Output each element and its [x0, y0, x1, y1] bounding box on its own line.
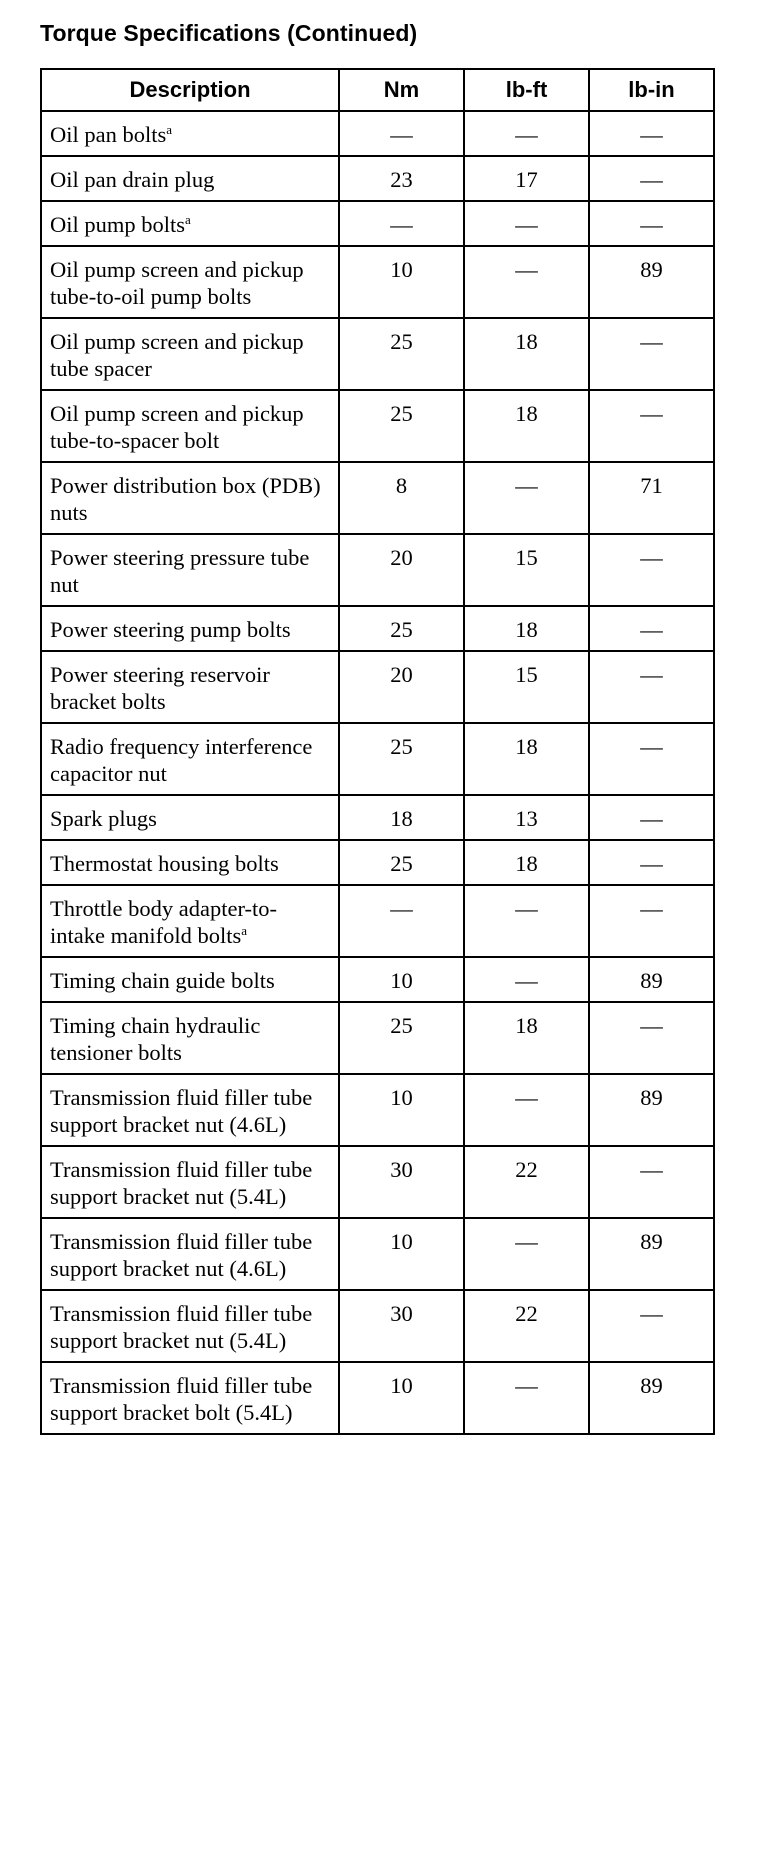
table-row	[41, 957, 714, 1002]
cell-nm: 23	[339, 156, 464, 201]
cell-nm: 20	[339, 534, 464, 606]
page-title: Torque Specifications (Continued)	[40, 20, 418, 46]
table-row	[41, 156, 714, 201]
cell-description	[41, 1002, 339, 1074]
cell-nm: 25	[339, 606, 464, 651]
cell-nm: 30	[339, 1290, 464, 1362]
cell-nm: 25	[339, 840, 464, 885]
cell-description	[41, 723, 339, 795]
cell-lbin: —	[589, 1290, 714, 1362]
cell-nm: 10	[339, 1362, 464, 1434]
cell-lbin: 89	[589, 246, 714, 318]
cell-lbin: —	[589, 201, 714, 246]
cell-lbin: —	[589, 1002, 714, 1074]
cell-lbft: 17	[464, 156, 589, 201]
cell-description	[41, 246, 339, 318]
cell-lbft: —	[464, 1362, 589, 1434]
cell-lbft: 18	[464, 318, 589, 390]
description-text: Oil pump screen and pickup tube spacer	[50, 329, 304, 381]
cell-lbin: —	[589, 840, 714, 885]
description-text: Thermostat housing bolts	[50, 851, 279, 876]
cell-lbft: 22	[464, 1290, 589, 1362]
cell-lbin: —	[589, 1146, 714, 1218]
description-text: Timing chain hydraulic tensioner bolts	[50, 1013, 261, 1065]
cell-description	[41, 534, 339, 606]
table-row	[41, 246, 714, 318]
cell-lbft: —	[464, 111, 589, 156]
footnote-marker: a	[166, 122, 173, 137]
cell-lbft: 15	[464, 534, 589, 606]
description-text: Radio frequency interference capacitor nut	[50, 734, 313, 786]
table-row	[41, 795, 714, 840]
cell-lbin: 89	[589, 1074, 714, 1146]
description-text: Oil pump screen and pickup tube-to-spacer bolt	[50, 401, 304, 453]
cell-lbft: 18	[464, 606, 589, 651]
table-row	[41, 201, 714, 246]
header-description: Description	[41, 69, 339, 111]
cell-lbft: —	[464, 201, 589, 246]
description-text: Transmission fluid filler tube support bracket nut (4.6L)	[50, 1085, 313, 1137]
table-row	[41, 651, 714, 723]
table-row	[41, 534, 714, 606]
cell-lbft: —	[464, 957, 589, 1002]
cell-description	[41, 1146, 339, 1218]
cell-description	[41, 1290, 339, 1362]
cell-nm: 10	[339, 1218, 464, 1290]
cell-nm: 10	[339, 246, 464, 318]
cell-nm: —	[339, 111, 464, 156]
cell-lbin: —	[589, 111, 714, 156]
cell-nm: 25	[339, 390, 464, 462]
table-row	[41, 840, 714, 885]
cell-lbft: 13	[464, 795, 589, 840]
cell-lbin: —	[589, 534, 714, 606]
description-text: Transmission fluid filler tube support bracket nut (5.4L)	[50, 1157, 313, 1209]
cell-description	[41, 1218, 339, 1290]
header-nm: Nm	[339, 69, 464, 111]
cell-lbft: —	[464, 885, 589, 957]
cell-description	[41, 201, 339, 246]
description-text: Oil pump screen and pickup tube-to-oil pump bolts	[50, 257, 304, 309]
description-text: Oil pan bolts	[50, 122, 167, 147]
cell-nm: 20	[339, 651, 464, 723]
table-row	[41, 462, 714, 534]
description-text: Power steering pump bolts	[50, 617, 291, 642]
description-text: Transmission fluid filler tube support bracket bolt (5.4L)	[50, 1373, 313, 1425]
description-text: Spark plugs	[50, 806, 157, 831]
cell-nm: 10	[339, 1074, 464, 1146]
cell-nm: —	[339, 885, 464, 957]
cell-lbin: 89	[589, 957, 714, 1002]
cell-description	[41, 885, 339, 957]
table-row	[41, 111, 714, 156]
table-row	[41, 885, 714, 957]
description-text: Oil pump bolts	[50, 212, 186, 237]
cell-nm: —	[339, 201, 464, 246]
cell-lbin: 89	[589, 1362, 714, 1434]
cell-description	[41, 1074, 339, 1146]
description-text: Timing chain guide bolts	[50, 968, 275, 993]
cell-nm: 25	[339, 1002, 464, 1074]
cell-lbft: —	[464, 246, 589, 318]
cell-lbft: —	[464, 1074, 589, 1146]
cell-description	[41, 111, 339, 156]
description-text: Oil pan drain plug	[50, 167, 215, 192]
cell-lbin: —	[589, 723, 714, 795]
description-text: Transmission fluid filler tube support bracket nut (5.4L)	[50, 1301, 313, 1353]
cell-nm: 25	[339, 723, 464, 795]
cell-lbin: 71	[589, 462, 714, 534]
cell-lbft: —	[464, 1218, 589, 1290]
table-body	[41, 111, 714, 1434]
cell-nm: 10	[339, 957, 464, 1002]
cell-description	[41, 606, 339, 651]
header-lbin: lb-in	[589, 69, 714, 111]
cell-lbin: —	[589, 606, 714, 651]
cell-lbin: 89	[589, 1218, 714, 1290]
table-row	[41, 1290, 714, 1362]
table-row	[41, 723, 714, 795]
table-row	[41, 390, 714, 462]
table-row	[41, 1146, 714, 1218]
cell-lbin: —	[589, 156, 714, 201]
cell-lbft: 22	[464, 1146, 589, 1218]
table-row	[41, 1218, 714, 1290]
cell-lbin: —	[589, 885, 714, 957]
cell-description	[41, 651, 339, 723]
footnote-marker: a	[241, 923, 247, 938]
cell-description	[41, 795, 339, 840]
cell-description	[41, 840, 339, 885]
cell-lbin: —	[589, 795, 714, 840]
cell-description	[41, 462, 339, 534]
cell-description	[41, 156, 339, 201]
cell-nm: 8	[339, 462, 464, 534]
table-row	[41, 1074, 714, 1146]
table-row	[41, 606, 714, 651]
cell-nm: 25	[339, 318, 464, 390]
torque-spec-table	[40, 68, 715, 1435]
cell-nm: 30	[339, 1146, 464, 1218]
table-row	[41, 318, 714, 390]
description-text: Power steering pressure tube nut	[50, 545, 310, 597]
cell-lbin: —	[589, 390, 714, 462]
cell-lbin: —	[589, 651, 714, 723]
cell-lbft: 18	[464, 1002, 589, 1074]
cell-nm: 18	[339, 795, 464, 840]
description-text: Power steering reservoir bracket bolts	[50, 662, 270, 714]
cell-lbft: 18	[464, 390, 589, 462]
cell-lbft: —	[464, 462, 589, 534]
cell-lbft: 18	[464, 723, 589, 795]
cell-lbin: —	[589, 318, 714, 390]
cell-description	[41, 957, 339, 1002]
table-header-row	[41, 69, 714, 111]
cell-description	[41, 318, 339, 390]
cell-description	[41, 390, 339, 462]
footnote-marker: a	[185, 212, 191, 227]
cell-description	[41, 1362, 339, 1434]
table-row	[41, 1002, 714, 1074]
cell-lbft: 18	[464, 840, 589, 885]
cell-lbft: 15	[464, 651, 589, 723]
table-row	[41, 1362, 714, 1434]
header-lbft: lb-ft	[464, 69, 589, 111]
description-text: Power distribution box (PDB) nuts	[50, 473, 321, 525]
description-text: Transmission fluid filler tube support bracket nut (4.6L)	[50, 1229, 313, 1281]
description-text: Throttle body adapter-to-intake manifold bolts	[50, 896, 277, 948]
